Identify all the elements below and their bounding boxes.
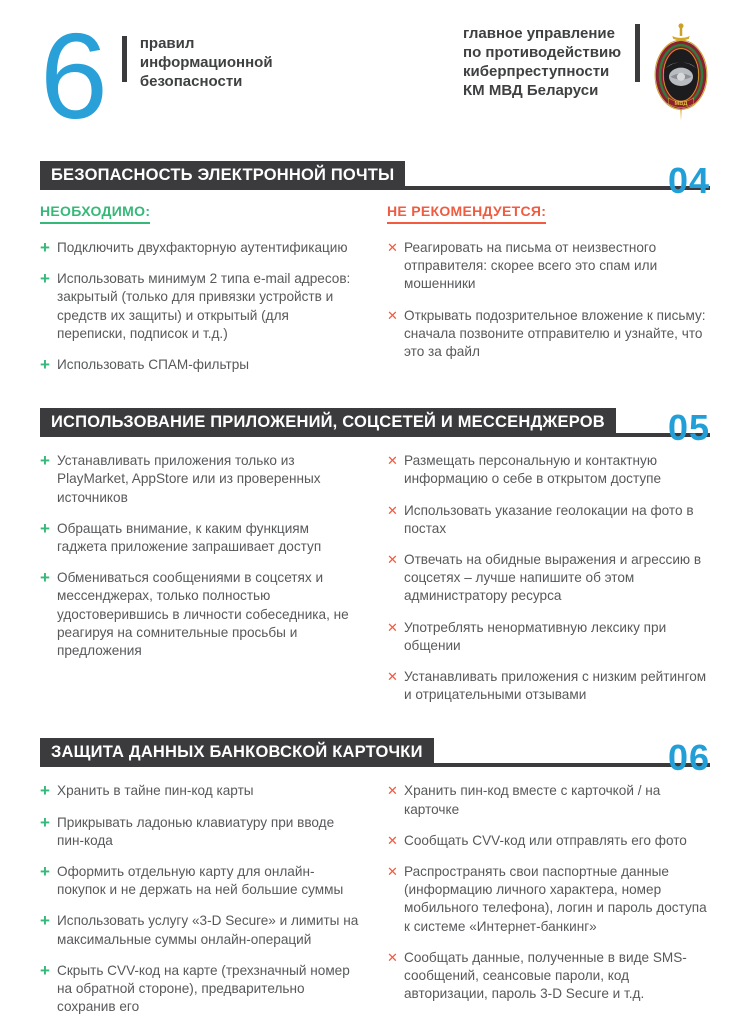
section-header xyxy=(40,407,710,449)
list-item: ✕ Устанавливать приложения с низким рейтингом и отрицательными отзывами xyxy=(387,668,710,704)
section xyxy=(40,408,710,717)
plus-icon: + xyxy=(40,812,50,832)
section-number: 06 xyxy=(667,737,710,779)
section-columns xyxy=(40,782,710,1029)
list-item: ✕ Сообщать данные, полученные в виде SMS-сообщений, сеансовые пароли, код авторизации, пароль 3-D Secure и т.д. xyxy=(387,949,710,1004)
cross-icon: ✕ xyxy=(387,864,398,880)
page-title xyxy=(140,34,273,91)
section-title: ЗАЩИТА ДАННЫХ БАНКОВСКОЙ КАРТОЧКИ xyxy=(40,738,434,767)
mvd-emblem-icon xyxy=(652,22,710,122)
org-line: главное управление xyxy=(463,25,615,42)
section-title: БЕЗОПАСНОСТЬ ЭЛЕКТРОННОЙ ПОЧТЫ xyxy=(40,161,405,190)
plus-icon: + xyxy=(40,269,50,289)
plus-icon: + xyxy=(40,238,50,257)
cross-icon: ✕ xyxy=(387,832,398,848)
title-line: безопасности xyxy=(139,73,243,91)
section-columns xyxy=(40,239,710,387)
list-item: + Подключить двухфакторную аутентификацию xyxy=(40,238,348,257)
sections xyxy=(40,161,710,1029)
plus-icon: + xyxy=(40,451,50,471)
cross-icon: ✕ xyxy=(387,453,398,469)
cross-icon: ✕ xyxy=(387,502,398,518)
list-item: ✕ Употреблять ненормативную лексику при общении xyxy=(387,619,710,655)
dont-column xyxy=(387,782,710,1029)
header-right xyxy=(463,22,710,122)
section-number: 04 xyxy=(667,160,710,201)
list-item: ✕ Сообщать CVV-код или отправлять его фото xyxy=(387,832,710,850)
emblem-label: МВД xyxy=(674,101,688,108)
list-item: + Прикрывать ладонью клавиатуру при вводе пин-кода xyxy=(40,814,361,850)
cross-icon: ✕ xyxy=(387,949,398,965)
plus-icon: + xyxy=(40,518,50,538)
list-item: + Скрыть CVV-код на карте (трехзначный номер на обратной стороне), предварительно сохранив его xyxy=(40,962,361,1017)
section-title: ИСПОЛЬЗОВАНИЕ ПРИЛОЖЕНИЙ, СОЦСЕТЕЙ И МЕССЕНДЖЕРОВ xyxy=(40,408,616,437)
org-line: по противодействию xyxy=(463,44,621,62)
section-header xyxy=(40,160,710,201)
header-divider xyxy=(122,36,127,82)
page-header xyxy=(40,8,710,144)
list-item: + Использовать услугу «3-D Secure» и лимиты на максимальные суммы онлайн-операций xyxy=(40,912,361,948)
big-number: 6 xyxy=(40,8,106,144)
plus-icon: + xyxy=(40,355,50,375)
list-item: + Устанавливать приложения только из PlayMarket, AppStore или из проверенных источников xyxy=(40,452,361,507)
section-header xyxy=(40,737,710,779)
dont-column xyxy=(387,452,710,717)
list-item: + Обмениваться сообщениями в соцсетях и мессенджерах, только полностью удостоверившись в личности собеседника, не реагируя на сомнительные просьбы и предложения xyxy=(40,569,361,660)
title-line: правил xyxy=(139,35,195,52)
section xyxy=(40,161,710,387)
dont-column xyxy=(387,239,710,387)
header-left xyxy=(40,8,273,144)
do-label: НЕОБХОДИМО: xyxy=(40,203,150,224)
list-item: ✕ Использовать указание геолокации на фото в постах xyxy=(387,502,710,538)
plus-icon: + xyxy=(40,781,50,801)
cross-icon: ✕ xyxy=(387,552,398,568)
plus-icon: + xyxy=(40,960,50,980)
list-item: + Хранить в тайне пин-код карты xyxy=(40,781,254,801)
section xyxy=(40,738,710,1029)
plus-icon: + xyxy=(40,911,50,931)
list-item: ✕ Размещать персональную и контактную информацию о себе в открытом доступе xyxy=(387,452,710,488)
dont-label: НЕ РЕКОМЕНДУЕТСЯ: xyxy=(387,203,546,224)
do-column xyxy=(40,239,361,387)
do-column xyxy=(40,782,361,1029)
section-number: 05 xyxy=(667,407,710,449)
cross-icon: ✕ xyxy=(387,307,398,323)
plus-icon: + xyxy=(40,568,50,588)
cross-icon: ✕ xyxy=(387,240,398,255)
list-item: + Использовать минимум 2 типа e-mail адресов: закрытый (только для привязки устройств и средств их защиты) и открытый (для переписки, подписок и т.д.) xyxy=(40,270,361,343)
list-item: ✕ Открывать подозрительное вложение к письму: сначала позвоните отправителю и узнайте, что это за файл xyxy=(387,307,710,362)
list-item: + Оформить отдельную карту для онлайн-покупок и не держать на ней большие суммы xyxy=(40,863,361,899)
column-labels xyxy=(40,203,710,224)
title-line: информационной xyxy=(139,54,273,72)
list-item: ✕ Реагировать на письма от неизвестного отправителя: скорее всего это спам или мошенники xyxy=(387,239,710,294)
org-line: киберпреступности xyxy=(463,63,610,81)
header-divider xyxy=(635,24,640,82)
do-column xyxy=(40,452,361,717)
list-item: + Использовать СПАМ-фильтры xyxy=(40,355,250,375)
cross-icon: ✕ xyxy=(387,619,398,635)
org-line: КМ МВД Беларуси xyxy=(463,82,599,100)
org-name xyxy=(463,24,621,100)
list-item: ✕ Распространять свои паспортные данные (информацию личного характера, номер мобильного телефона), логин и пароль доступа к системе «Интернет-банкинг» xyxy=(387,863,710,936)
list-item: ✕ Хранить пин-код вместе с карточкой / на карточке xyxy=(387,782,710,818)
cross-icon: ✕ xyxy=(387,783,398,799)
plus-icon: + xyxy=(40,862,50,882)
cross-icon: ✕ xyxy=(387,669,398,685)
section-columns xyxy=(40,452,710,717)
list-item: ✕ Отвечать на обидные выражения и агрессию в соцсетях – лучше напишите об этом администратору ресурса xyxy=(387,551,710,606)
list-item: + Обращать внимание, к каким функциям гаджета приложение запрашивает доступ xyxy=(40,520,361,556)
